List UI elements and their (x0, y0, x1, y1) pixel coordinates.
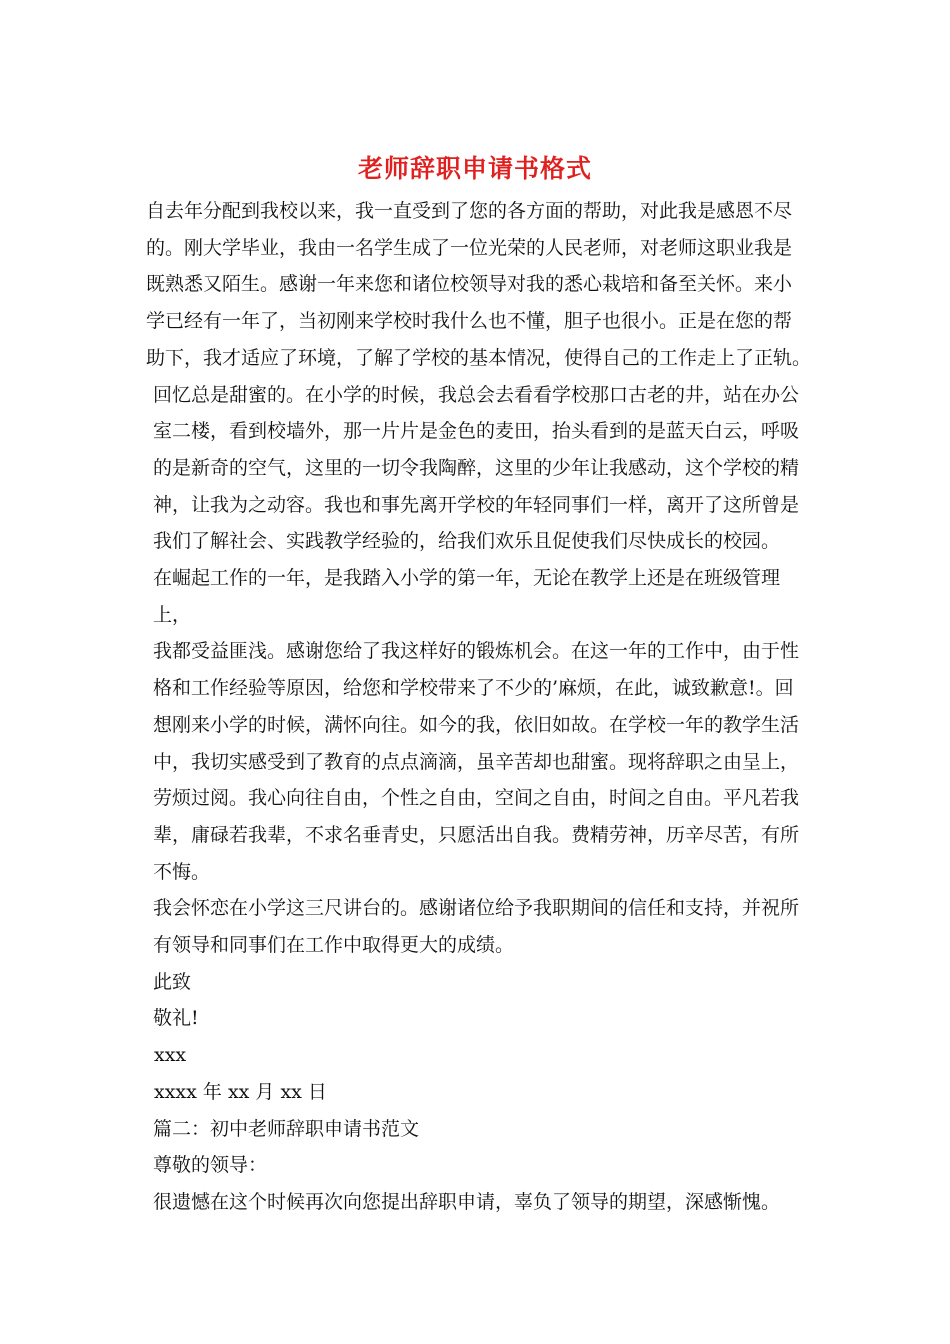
closing-salutation: 此致 (153, 970, 192, 993)
paragraph-thanks: 我会怀恋在小学这三尺讲台的。感谢诸位给予我职期间的信任和支持，并祝所 有领导和同事们在工作中取得更大的成绩。 (153, 897, 800, 957)
letter-greeting: 尊敬的领导： (153, 1154, 268, 1177)
page-title: 老师辞职申请书格式 (357, 154, 592, 183)
closing-regards: 敬礼! (153, 1007, 199, 1030)
document-body (146, 193, 816, 1221)
signature-date: xxxx 年 xx 月 xx 日 (154, 1080, 327, 1103)
paragraph-intro: 自去年分配到我校以来，我一直受到了您的各方面的帮助，对此我是感恩不尽 的。刚大学毕业，我由一名学生成了一位光荣的人民老师，对老师这职业我是 既熟悉又陌生。感谢一年来您和诸位校领导对我的悉心栽培和备至关怀。来小 学已经有一年了，当初刚来学校时我什么也不懂，胆子也很小。正是在您的帮 助下，我才适应了环境，了解了学校的基本情况，使得自己的工作走上了正轨。 (146, 200, 812, 369)
section-heading: 篇二：初中老师辞职申请书范文 (153, 1117, 420, 1140)
paragraph-first-year: 在崛起工作的一年，是我踏入小学的第一年，无论在教学上还是在班级管理上， 我都受益匪浅。感谢您给了我这样好的锻炼机会。在这一年的工作中，由于性 格和工作经验等原因，给您和学校带来了不少的’麻烦，在此，诚致歉意!。回 想刚来小学的时候，满怀向往。如今的我，依旧如故。在学校一年的教学生活 中，我切实感受到了教育的点点滴滴，虽辛苦却也甜蜜。现将辞职之由呈上， 劳烦过阅。我心向往自由，个性之自由，空间之自由，时间之自由。平凡若我 辈，庸碌若我辈，不求名垂青史，只愿活出自我。费精劳神，历辛尽苦，有所 不悔。 (153, 567, 800, 883)
signature-name: xxx (154, 1044, 187, 1067)
paragraph-memories: 回忆总是甜蜜的。在小学的时候，我总会去看看学校那口古老的井，站在办公 室二楼，看到校墙外，那一片片是金色的麦田，抬头看到的是蓝天白云，呼吸 的是新奇的空气，这里的一切令我陶醉，这里的少年让我感动，这个学校的精 神，让我为之动容。我也和事先离开学校的年轻同事们一样，离开了这所曾是 我们了解社会、实践教学经验的，给我们欢乐且促使我们尽快成长的校园。 (153, 383, 800, 553)
letter-opening-line: 很遗憾在这个时候再次向您提出辞职申请，辜负了领导的期望，深感惭愧。 (153, 1190, 781, 1213)
